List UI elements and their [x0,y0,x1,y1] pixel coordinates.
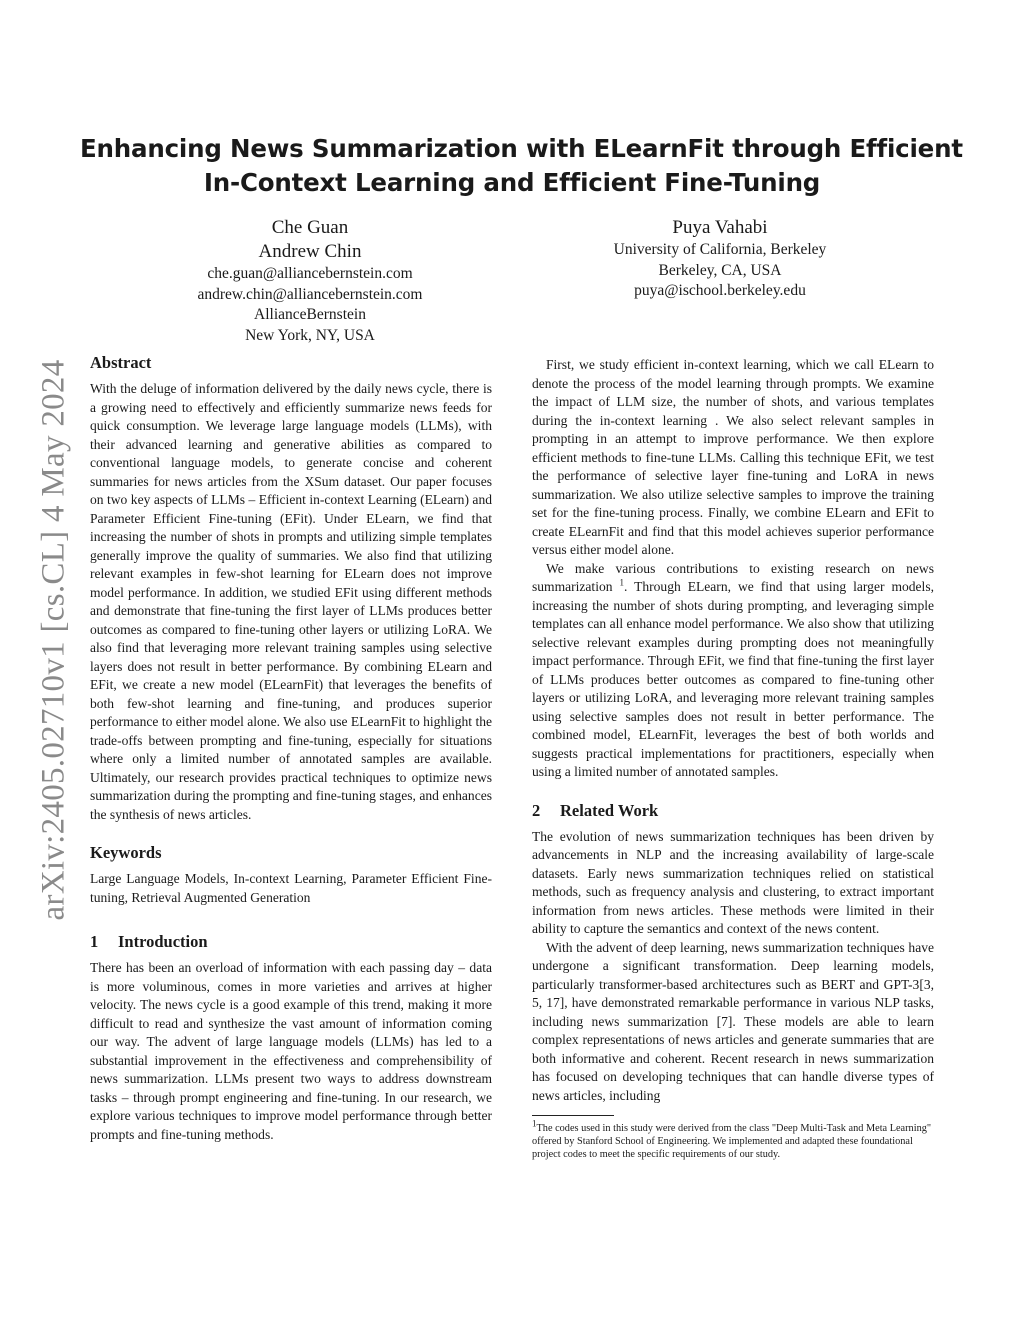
introduction-paragraph-2: First, we study efficient in-context learning, which we call ELearn to denote the process of the model learning through prompts. We examine the impact of LLM size, the number of shots, and various templates during the in-context learning . We also select relevant samples in prompting in an attempt to improve performance. We then explore efficient methods to fine-tune LLMs. Calling this technique EFit, we test the performance of selective layer fine-tuning and LoRA in news summarization. We also utilize selective samples to improve the training set for the fine-tuning process. Finally, we combine ELearn and EFit to create ELearnFit and find that this model achieves superior performance versus either model alone. [532,357,934,557]
author-affiliation: University of California, Berkeley [613,241,827,258]
abstract-heading: Abstract [90,353,152,372]
footnote-number: 1 [532,1118,537,1129]
abstract-text: With the deluge of information delivered by the daily news cycle, there is a growing need to effectively and efficiently summarize news feeds for quick consumption. We leverage large language models (LLMs), with their advanced learning and generative abilities as compared to conventional language models, to generate concise and coherent summaries for news articles from the XSum dataset. Our paper focuses on two key aspects of LLMs – Efficient in-context Learning (ELearn) and Parameter Efficient Fine-tuning (EFit). Under ELearn, we find that increasing the number of shots in prompts and utilizing simple templates generally improve the quality of summaries. We also find that utilizing relevant examples in few-shot learning for ELearn does not improve model performance. In addition, we studied EFit using different methods and demonstrate that fine-tuning the first layer of LLMs produces better outcomes as compared to fine-tuning other layers or utilizing LoRA. We also find that leveraging more relevant training samples using selective layers does not result in better performance. By combining ELearn and EFit, we create a new model (ELearnFit) that leverages the benefits of both few-shot learning and fine-tuning, and produces superior performance to either model alone. We also use ELearnFit to highlight the trade-offs between prompting and fine-tuning, especially for situations where only a limited number of annotated samples are available. Ultimately, our research provides practical techniques to optimize news summarization during the prompting and fine-tuning stages, and enhances the synthesis of news articles. [90,381,492,822]
related-work-heading [532,800,934,822]
author-email: andrew.chin@alliancebernstein.com [197,285,423,303]
author-location: Berkeley, CA, USA [658,261,782,279]
paragraph-text: We make various contributions to existing research on news summarization [532,560,934,594]
paragraph-text: . Through ELearn, we find that using larger models, increasing the number of shots during prompting, and leveraging simple templates can all enhance model performance. We also show that utilizing selective relevant examples during prompting does not meaningfully impact performance. Through EFit, we find that fine-tuning the first layer of LLMs produces better outcomes as compared to fine-tuning other layers or utilizing LoRA, and leveraging more relevant training samples using selective samples does not result in better performance. The combined model, ELearnFit, leverages the best of both worlds and suggests practical implementations for practitioners, especially when using a limited number of annotated samples. [532,579,934,779]
author-name: Puya Vahabi [672,217,768,238]
paper-title-line-1: Enhancing News Summarization with ELearnFit through Efficient [80,134,963,163]
section-title: Introduction [118,932,208,951]
author-name: Che Guan [271,217,349,238]
paper-title-line-2: In-Context Learning and Efficient Fine-Tuning [203,168,821,197]
section-title: Related Work [560,800,659,820]
right-column [532,356,934,1161]
keywords-heading: Keywords [90,843,162,862]
footnote [532,1118,934,1161]
author-email: puya@ischool.berkeley.edu [634,282,806,299]
footnote-text: The codes used in this study were derived from the class "Deep Multi-Task and Meta Learning" offered by Stanford School of Engineering. We implemented and adapted these foundational project codes to meet the specific requirements of our study. [532,1123,932,1160]
arxiv-identifier-text: arXiv:2405.02710v1 [cs.CL] 4 May 2024 [35,359,72,921]
author-affiliation: AllianceBernstein [254,306,366,323]
related-work-paragraph-1: The evolution of news summarization techniques has been driven by advancements in NLP and the increasing availability of large-scale datasets. Early news summarization techniques relied on statistical methods, such as frequency analysis and clustering, to extract important information from news articles. These methods were limited in their ability to capture the semantics and context of the news content. [532,828,934,936]
author-name: Andrew Chin [258,241,362,262]
author-block-berkeley [560,216,880,302]
section-number: 1 [90,932,99,951]
introduction-paragraph-1: There has been an overload of information with each passing day – data is more voluminous, comes in more varieties and arrives at higher velocity. The news cycle is a good example of this trend, making it more difficult to read and synthesize the vast amount of information coming our way. The advent of large language models (LLMs) has led to a substantial improvement in the effectiveness and comprehensibility of news summarization. LLMs present two ways to address downstream tasks – through prompt engineering and fine-tuning. In our research, we explore various techniques to improve model performance through better prompts and fine-tuning methods. [90,960,492,1142]
author-location: New York, NY, USA [245,326,375,344]
footnote-divider [532,1115,614,1116]
introduction-paragraph-3 [532,560,934,782]
keywords-text: Large Language Models, In-context Learning, Parameter Efficient Fine-tuning, Retrieval Augmented Generation [90,871,492,905]
section-number: 2 [532,800,541,820]
paper-title [80,132,963,200]
author-block-alliancebernstein [160,216,460,346]
author-email: che.guan@alliancebernstein.com [207,265,413,282]
left-column [90,352,492,1144]
introduction-heading [90,931,492,953]
footnote-marker: 1 [619,577,624,588]
related-work-paragraph-2: With the advent of deep learning, news summarization techniques have undergone a significant transformation. Deep learning models, particularly transformer-based architectures such as BERT and GPT-3[3, 5, 17], have demonstrated remarkable performance in various NLP tasks, including news summarization [7]. These models are able to learn complex representations of news articles and generate summaries that are both informative and coherent. Recent research in news summarization has focused on developing techniques that can handle diverse types of news articles, including [532,939,934,1103]
